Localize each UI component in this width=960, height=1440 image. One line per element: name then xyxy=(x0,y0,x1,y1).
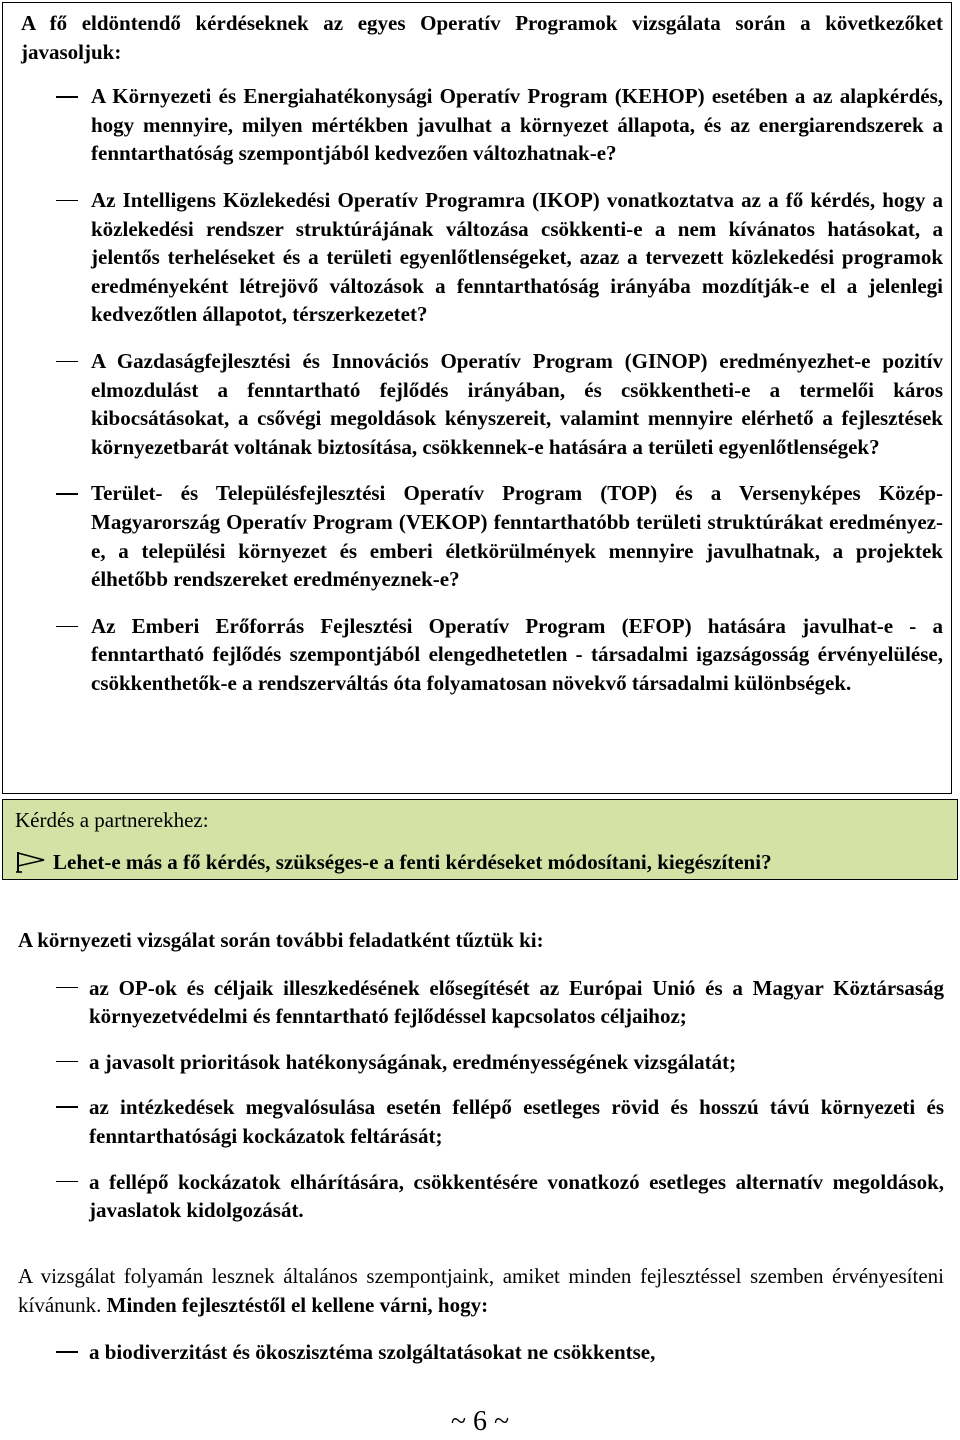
dash-bullet xyxy=(56,987,78,989)
dash-bullet xyxy=(56,361,78,363)
list-item: az OP-ok és céljaik illeszkedésének elősegítését az Európai Unió és a Magyar Köztársaság környezetvédelmi és fenntartható fejlődéssel kapcsolatos céljaihoz; xyxy=(18,974,944,1031)
criteria-list xyxy=(18,1338,944,1367)
key-questions-box xyxy=(2,2,952,794)
list-item: A Környezeti és Energiahatékonysági Operatív Program (KEHOP) esetében a az alapkérdés, hogy mennyire, milyen mértékben javulhat a környezet állapota, és az energiarendszerek a fenntarthatóság szempontjából kedvezően változhatnak-e? xyxy=(21,82,943,168)
page-number: ~ 6 ~ xyxy=(450,1406,510,1437)
dash-bullet xyxy=(56,1061,78,1063)
list-item: a javasolt prioritások hatékonyságának, eredményességének vizsgálatát; xyxy=(18,1048,944,1077)
dash-bullet xyxy=(56,626,78,628)
list-item: Az Emberi Erőforrás Fejlesztési Operatív Program (EFOP) hatására javulhat-e - a fenntartható fejlődés szempontjából elengedhetetlen - társadalmi igazságosság érvényelülése, csökkenthetők-e a rendszerváltás óta folyamatosan növekvő társadalmi különbségek. xyxy=(21,612,943,698)
partner-heading: Kérdés a partnerekhez: xyxy=(15,808,209,832)
list-item: a biodiverzitást és ökoszisztéma szolgáltatásokat ne csökkentse, xyxy=(18,1338,944,1367)
list-item: A Gazdaságfejlesztési és Innovációs Operatív Program (GINOP) eredményezhet-e pozitív elmozdulást a fenntartható fejlődés irányában, és csökkentheti-e a termelői káros kibocsátásokat, a csővégi megoldások kényszereit, valamint mennyire elérhető a fejlesztések környezetbarát voltának biztosítása, csökkennek-e hatására a területi egyenlőtlenségek? xyxy=(21,347,943,461)
dash-bullet xyxy=(56,493,78,495)
list-item: a fellépő kockázatok elhárítására, csökkentésére vonatkozó esetleges alternatív megoldások, javaslatok kidolgozását. xyxy=(18,1168,944,1225)
partner-question-box xyxy=(2,799,958,880)
dash-bullet xyxy=(56,1351,78,1353)
general-text-plain: A vizsgálat folyamán lesznek általános szempontjaink, amiket minden fejlesztéssel szemben érvényesíteni kívánunk. xyxy=(18,1264,944,1317)
flag-icon xyxy=(15,851,47,873)
list-item: Az Intelligens Közlekedési Operatív Programra (IKOP) vonatkoztatva az a fő kérdés, hogy a közlekedési rendszer struktúrájának változása csökkenti-e a nem kívánatos hatásokat, a jelentős terheléseket és a területi egyenlőtlenségeket, azaz a tervezett közlekedési programok eredményeként létrejövő változások a fenntarthatóság irányába mozdítják-e el a jelenlegi kedvezőtlen állapotot, térszerkezetet? xyxy=(21,186,943,329)
general-criteria-section xyxy=(18,1262,944,1367)
dash-bullet xyxy=(56,96,78,98)
partner-question xyxy=(15,848,957,876)
op-questions-list xyxy=(21,82,943,697)
dash-bullet xyxy=(56,200,78,202)
dash-bullet xyxy=(56,1106,78,1108)
list-item: Terület- és Településfejlesztési Operatív Program (TOP) és a Versenyképes Közép-Magyarország Operatív Program (VEKOP) fenntarthatóbb területi struktúrákat eredményez-e, a települési környezet és emberi életkörülmények mennyire javulhatnak, a projektek élhetőbb rendszereket eredményeznek-e? xyxy=(21,479,943,593)
partner-question-text: Lehet-e más a fő kérdés, szükséges-e a fenti kérdéseket módosítani, kiegészíteni? xyxy=(53,850,772,874)
list-item: az intézkedések megvalósulása esetén fellépő esetleges rövid és hosszú távú környezeti és fenntarthatósági kockázatok feltárását; xyxy=(18,1093,944,1150)
dash-bullet xyxy=(56,1181,78,1183)
general-text-bold: Minden fejlesztéstől el kellene várni, hogy: xyxy=(106,1292,489,1317)
tasks-section xyxy=(18,926,944,1225)
general-paragraph xyxy=(18,1262,944,1319)
tasks-heading: A környezeti vizsgálat során további feladatként tűztük ki: xyxy=(18,928,544,952)
tasks-list xyxy=(18,974,944,1225)
intro-paragraph: A fő eldöntendő kérdéseknek az egyes Operatív Programok vizsgálata során a következőket javasoljuk: xyxy=(21,11,943,64)
